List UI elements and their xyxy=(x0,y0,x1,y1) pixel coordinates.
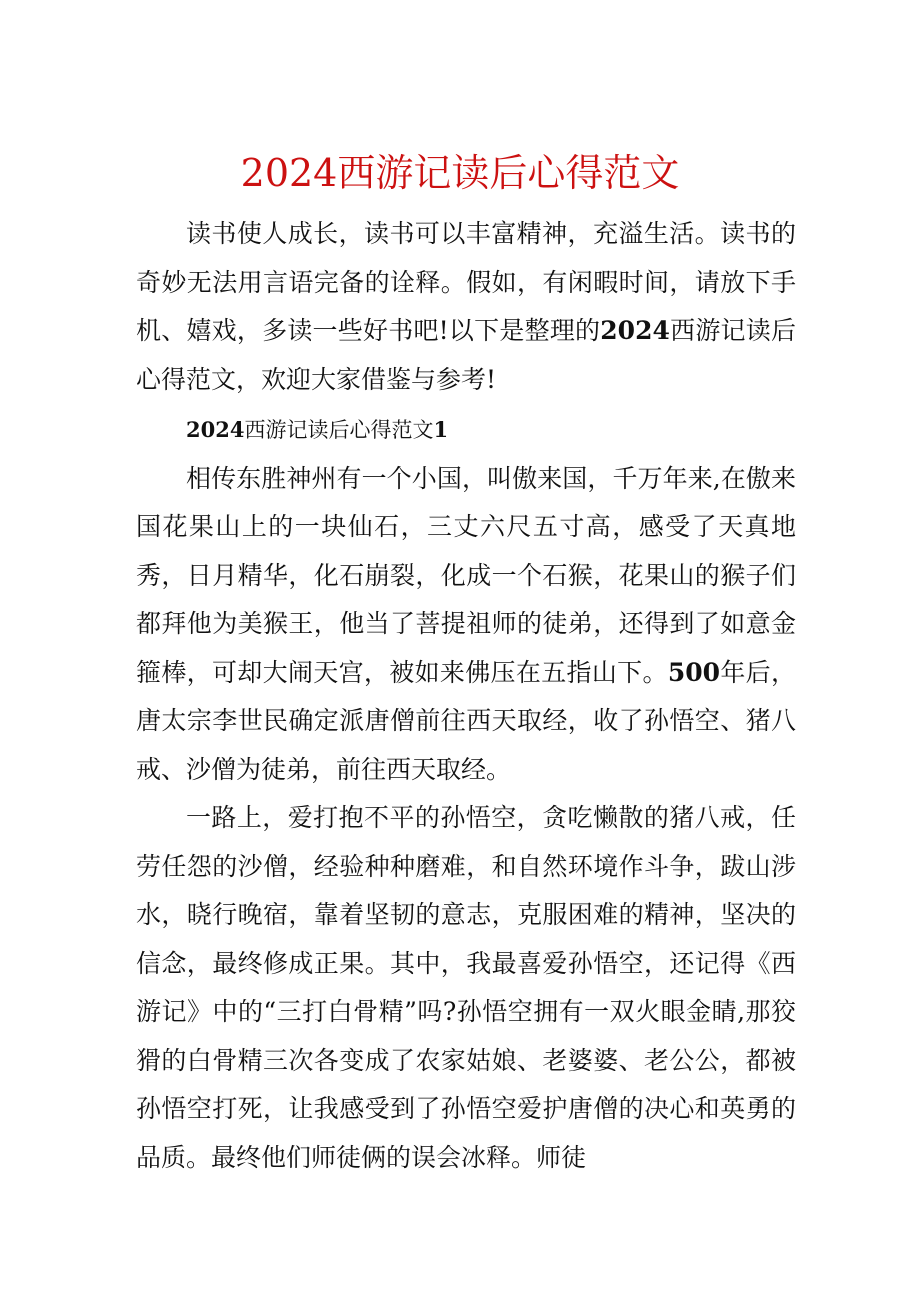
intro-text: 读书使人成长，读书可以丰富精神，充溢生活。读书的奇妙无法用言语完备的诠释。假如，有闲暇时间，请放下手机、嬉戏，多读一些好书吧!以下是整理的 xyxy=(136,219,796,345)
journey-paragraph: 一路上，爱打抱不平的孙悟空，贪吃懒散的猪八戒，任劳任怨的沙僧，经验种种磨难，和自然环境作斗争，跋山涉水，晓行晚宿，靠着坚韧的意志，克服困难的精神，坚决的信念，最终修成正果。其中，我最喜爱孙悟空，还记得《西游记》中的“三打白骨精”吗?孙悟空拥有一双火眼金睛,那狡猾的白骨精三次各变成了农家姑娘、老婆婆、老公公，都被孙悟空打死，让我感受到了孙悟空爱护唐僧的决心和英勇的品质。最终他们师徒俩的误会冰释。师徒 xyxy=(136,803,796,1172)
story-number: 500 xyxy=(667,657,720,687)
section-heading-text: 西游记读后心得范文 xyxy=(244,418,434,442)
section-heading-year: 2024 xyxy=(186,417,245,442)
section-heading xyxy=(136,406,796,455)
story-text: 相传东胜神州有一个小国，叫傲来国，千万年来,在傲来国花果山上的一块仙石，三丈六尺五寸高，感受了天真地秀，日月精华，化石崩裂，化成一个石猴，花果山的猴子们都拜他为美猴王，他当了菩提祖师的徒弟，还得到了如意金箍棒，可却大闹天宫，被如来佛压在五指山下。 xyxy=(136,463,796,687)
document-title: 2024西游记读后心得范文 xyxy=(240,151,680,195)
intro-paragraph xyxy=(136,210,796,404)
story-paragraph xyxy=(136,455,796,795)
intro-text-end: 西游记读后心得范文，欢迎大家借鉴与参考! xyxy=(136,316,796,394)
intro-year: 2024 xyxy=(600,316,670,345)
story-text-end: 年后，唐太宗李世民确定派唐僧前往西天取经，收了孙悟空、猪八戒、沙僧为徒弟，前往西天取经。 xyxy=(136,657,796,784)
document-body xyxy=(136,210,796,1182)
section-heading-number: 1 xyxy=(433,417,449,442)
